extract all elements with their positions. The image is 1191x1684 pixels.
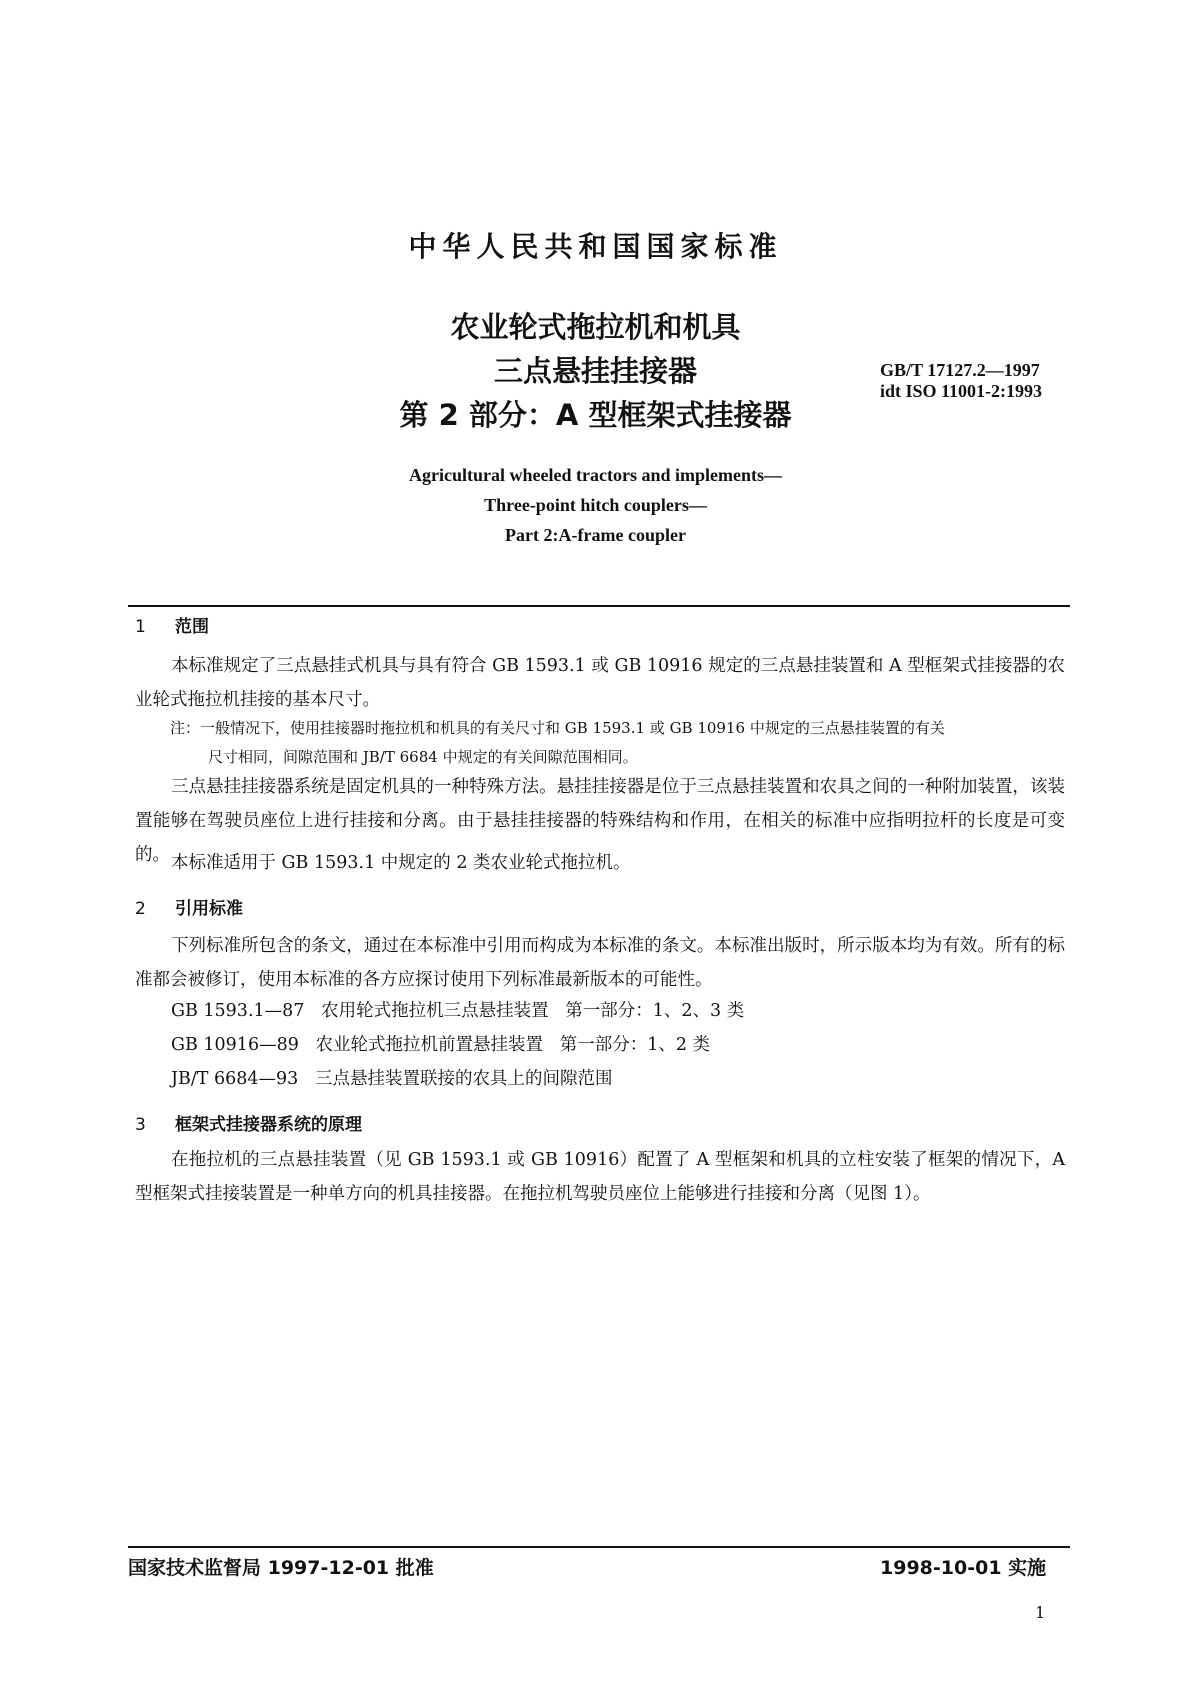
idt-reference: idt ISO 11001-2:1993 xyxy=(880,381,1043,401)
section-number: 2 xyxy=(135,899,146,919)
standard-number: GB/T 17127.2—1997 xyxy=(880,360,1040,380)
section-title: 引用标准 xyxy=(175,899,243,919)
english-title-line-3: Part 2:A-frame coupler xyxy=(505,525,686,545)
approval-date: 国家技术监督局 1997-12-01 批准 xyxy=(128,1557,434,1579)
section-title: 框架式挂接器系统的原理 xyxy=(175,1115,362,1135)
top-divider xyxy=(128,605,1070,607)
implementation-date: 1998-10-01 实施 xyxy=(880,1557,1047,1579)
national-standard-header: 中华人民共和国国家标准 xyxy=(408,230,783,263)
standard-code-block xyxy=(880,360,1042,402)
section-1-heading xyxy=(135,612,209,637)
section-1-paragraph-1: 本标准规定了三点悬挂式机具与具有符合 GB 1593.1 或 GB 10916 规定的三点悬挂装置和 A 型框架式挂接器的农业轮式拖拉机挂接的基本尺寸。 xyxy=(135,656,1065,710)
title-line-3: 第 2 部分：A 型框架式挂接器 xyxy=(399,398,792,432)
note-line-2: 尺寸相同，间隙范围和 JB/T 6684 中规定的有关间隙范围相同。 xyxy=(208,748,638,766)
section-1-paragraph-2: 三点悬挂挂接器系统是固定机具的一种特殊方法。悬挂挂接器是位于三点悬挂装置和农具之间的一种附加装置，该装置能够在驾驶员座位上进行挂接和分离。由于悬挂挂接器的特殊结构和作用，在相关的标准中应指明拉杆的长度是可变的。 xyxy=(135,777,1065,865)
english-title-line-2: Three-point hitch couplers— xyxy=(484,495,707,515)
title-line-2: 三点悬挂挂接器 xyxy=(493,354,697,388)
page-number: 1 xyxy=(1035,1603,1046,1622)
english-title xyxy=(0,460,1191,550)
english-title-line-1: Agricultural wheeled tractors and implements— xyxy=(409,465,782,485)
section-number: 1 xyxy=(135,617,146,637)
reference-item: GB 10916—89 农业轮式拖拉机前置悬挂装置 第一部分：1、2 类 xyxy=(171,1035,711,1055)
section-2-paragraph-1: 下列标准所包含的条文，通过在本标准中引用而构成为本标准的条文。本标准出版时，所示版本均为有效。所有的标准都会被修订，使用本标准的各方应探讨使用下列标准最新版本的可能性。 xyxy=(135,936,1065,990)
section-1-note xyxy=(170,714,1066,772)
section-2-heading xyxy=(135,894,243,919)
section-3-heading xyxy=(135,1110,362,1135)
section-3-paragraph-1: 在拖拉机的三点悬挂装置（见 GB 1593.1 或 GB 10916）配置了 A 型框架和机具的立柱安装了框架的情况下，A 型框架式挂接装置是一种单方向的机具挂接器。在拖拉机驾驶员座位上能够进行挂接和分离（见图 1）。 xyxy=(135,1150,1065,1204)
title-line-1: 农业轮式拖拉机和机具 xyxy=(450,310,741,344)
section-1-paragraph-3: 本标准适用于 GB 1593.1 中规定的 2 类农业轮式拖拉机。 xyxy=(171,853,631,873)
section-title: 范围 xyxy=(175,617,209,637)
note-line-1: 注：一般情况下，使用挂接器时拖拉机和机具的有关尺寸和 GB 1593.1 或 GB 10916 中规定的三点悬挂装置的有关 xyxy=(170,719,945,737)
section-number: 3 xyxy=(135,1115,146,1135)
bottom-divider xyxy=(128,1546,1070,1548)
reference-item: JB/T 6684—93 三点悬挂装置联接的农具上的间隙范围 xyxy=(171,1069,613,1089)
reference-item: GB 1593.1—87 农用轮式拖拉机三点悬挂装置 第一部分：1、2、3 类 xyxy=(171,1001,745,1021)
